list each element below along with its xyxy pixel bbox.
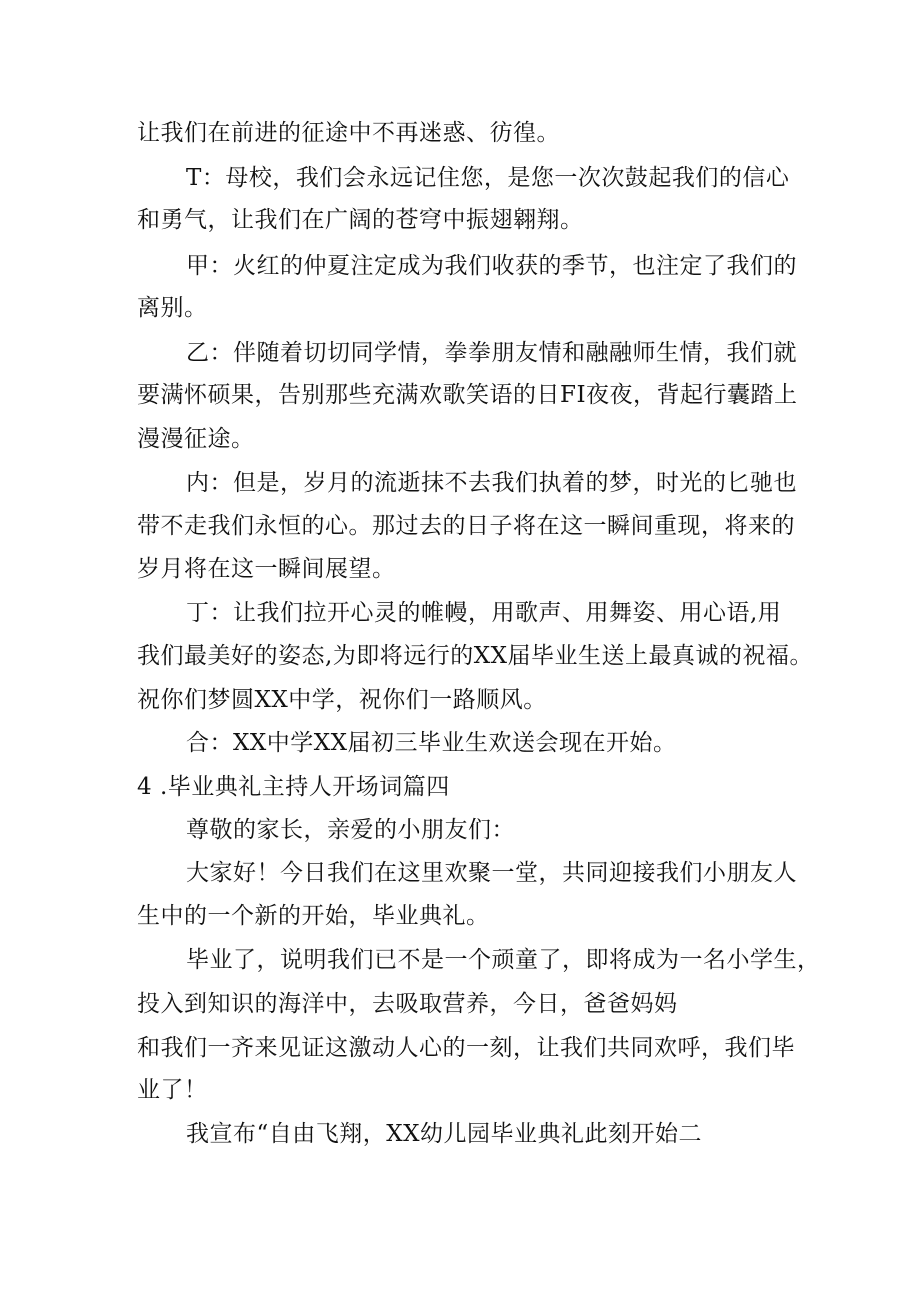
text-line: 祝你们梦圆XX中学，祝你们一路顺风。	[137, 687, 547, 713]
text-line: 离别。	[137, 295, 208, 321]
text-line: 和我们一齐来见证这激动人心的一刻，让我们共同欢呼，我们毕	[137, 1035, 795, 1061]
text-line: 漫漫征途。	[137, 426, 255, 452]
text-line: 丁：让我们拉开心灵的帷幔，用歌声、用舞姿、用心语,用	[186, 600, 782, 626]
text-line: 我们最美好的姿态,为即将远行的XX届毕业生送上最真诚的祝福。	[137, 643, 814, 669]
text-line: 内：但是，岁月的流逝抹不去我们执着的梦，时光的匕驰也	[186, 470, 797, 496]
text-line: 我宣布“自由飞翔，XX幼儿园毕业典礼此刻开始二	[186, 1121, 703, 1147]
text-line: 尊敬的家长，亲爱的小朋友们：	[186, 817, 515, 843]
text-line: 生中的一个新的开始，毕业典礼。	[137, 903, 490, 929]
text-line: 大家好！今日我们在这里欢聚一堂，共同迎接我们小朋友人	[186, 860, 797, 886]
text-line: 和勇气，让我们在广阔的苍穹中振翅翱翔。	[137, 207, 584, 233]
text-line: 毕业了，说明我们已不是一个顽童了，即将成为一名小学生，	[186, 947, 821, 973]
text-line: 合：XX中学XX届初三毕业生欢送会现在开始。	[186, 730, 677, 756]
text-line: 让我们在前进的征途中不再迷惑、彷徨。	[137, 120, 560, 146]
text-line: 投入到知识的海洋中，去吸取营养，今日，爸爸妈妈	[137, 991, 678, 1017]
text-line: 业了！	[137, 1077, 208, 1103]
section-heading: 4 .毕业典礼主持人开场词篇四	[137, 774, 450, 800]
text-line: 带不走我们永恒的心。那过去的日子将在这一瞬间重现，将来的	[137, 513, 795, 539]
text-line: T：母校，我们会永远记住您，是您一次次鼓起我们的信心	[186, 165, 790, 191]
text-line: 岁月将在这一瞬间展望。	[137, 556, 396, 582]
text-line: 甲：火红的仲夏注定成为我们收获的季节，也注定了我们的	[186, 253, 797, 279]
text-line: 要满怀硕果，告别那些充满欢歌笑语的日FI夜夜，背起行囊踏上	[137, 382, 798, 408]
text-line: 乙：伴随着切切同学情，拳拳朋友情和融融师生情，我们就	[186, 340, 797, 366]
